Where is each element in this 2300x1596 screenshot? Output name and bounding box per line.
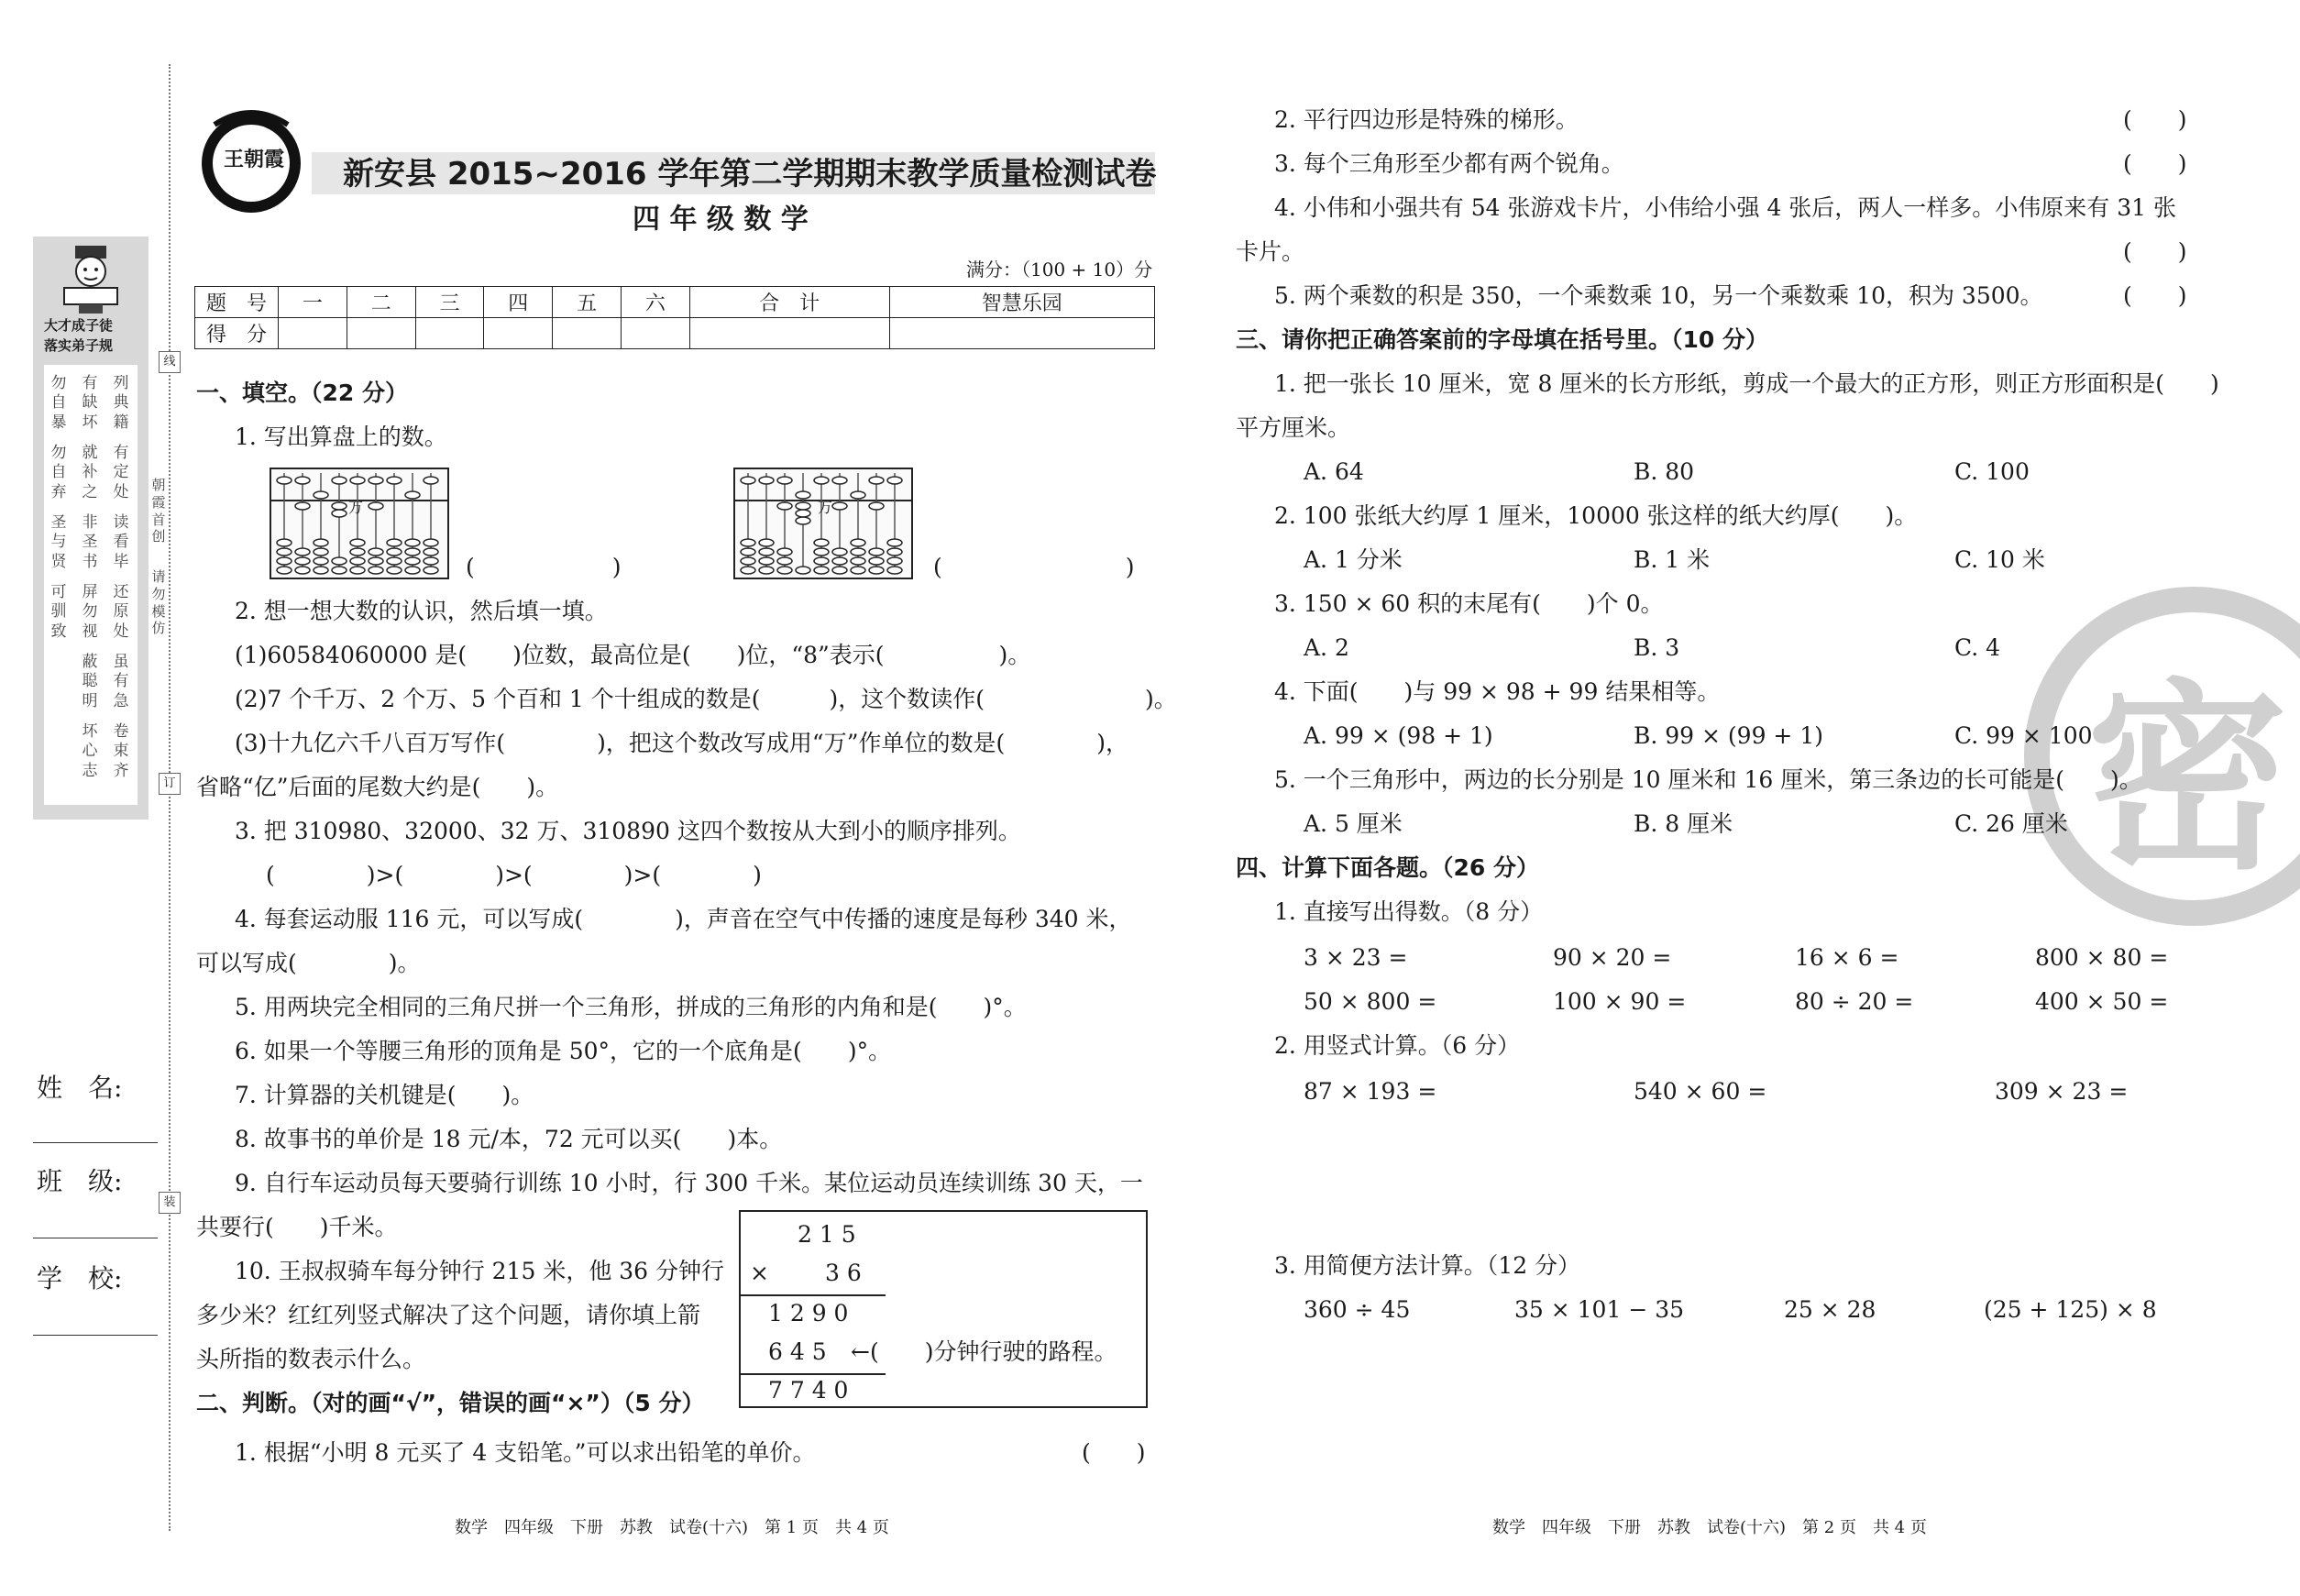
footer-page-2: 数学 四年级 下册 苏教 试卷(十六) 第 2 页 共 4 页 xyxy=(1492,1518,1927,1537)
full-score: 满分：（100 + 10）分 xyxy=(966,259,1153,281)
calc-line-1 xyxy=(741,1294,886,1296)
stamp-text: 密 xyxy=(2086,662,2289,897)
sidebar-motto-1: 大才成子徒 xyxy=(44,317,114,334)
choice-1: 1. 把一张长 10 厘米，宽 8 厘米的长方形纸，剪成一个最大的正方形，则正方形面积是( ) xyxy=(1274,370,2219,397)
question-2: 2. 想一想大数的认识，然后填一填。 xyxy=(235,598,608,624)
judge-4-cont: 卡片。 xyxy=(1236,238,1305,265)
section-3-heading: 三、请你把正确答案前的字母填在括号里。（10 分） xyxy=(1236,326,1768,353)
table-cell: 合 计 xyxy=(689,287,889,318)
section-1-heading: 一、填空。（22 分） xyxy=(196,380,408,406)
choice-1-option-c[interactable]: C. 100 xyxy=(1954,458,2030,485)
score-input[interactable] xyxy=(553,318,622,349)
maxim-col: 蔽聪明 xyxy=(82,653,98,710)
choice-4-option-b[interactable]: B. 99 × (99 + 1) xyxy=(1634,722,1823,749)
binding-text-2: 请勿模仿 xyxy=(151,568,166,637)
table-cell: 一 xyxy=(279,287,347,318)
calc-2-heading: 2. 用竖式计算。（6 分） xyxy=(1274,1032,1521,1059)
question-2-3-cont: 省略“亿”后面的尾数大约是( )。 xyxy=(196,774,559,800)
choice-3: 3. 150 × 60 积的末尾有( )个 0。 xyxy=(1274,590,1664,617)
calc-1-item[interactable]: 50 × 800 = xyxy=(1304,988,1437,1015)
maxim-col: 可驯致 xyxy=(50,583,67,641)
calc-1-item[interactable]: 400 × 50 = xyxy=(2035,988,2169,1015)
choice-2-option-a[interactable]: A. 1 分米 xyxy=(1304,546,1403,573)
question-10-cont-2: 头所指的数表示什么。 xyxy=(196,1346,426,1372)
question-5: 5. 用两块完全相同的三角尺拼一个三角形，拼成的三角形的内角和是( )°。 xyxy=(235,994,1027,1020)
page-title: 新安县 2015~2016 学年第二学期期末教学质量检测试卷 xyxy=(343,156,1157,193)
maxim-col: 屏勿视 xyxy=(82,583,98,641)
logo xyxy=(196,106,306,216)
question-10: 10. 王叔叔骑车每分钟行 215 米，他 36 分钟行 xyxy=(235,1258,725,1284)
sidebar-maxims xyxy=(44,365,138,805)
maxim-col: 还原处 xyxy=(113,583,129,641)
judge-2: 2. 平行四边形是特殊的梯形。 xyxy=(1274,106,1579,133)
calc-times-sign: × xyxy=(750,1260,769,1286)
binding-text-1: 朝霞首创 xyxy=(151,477,166,545)
calc-1-item[interactable]: 800 × 80 = xyxy=(2035,944,2169,971)
score-input[interactable] xyxy=(347,318,415,349)
calc-1-item[interactable]: 100 × 90 = xyxy=(1553,988,1687,1015)
section-2-heading: 二、判断。（对的画“√”，错误的画“×”）（5 分） xyxy=(196,1390,705,1416)
score-input[interactable] xyxy=(484,318,553,349)
table-cell: 六 xyxy=(621,287,689,318)
choice-2-option-c[interactable]: C. 10 米 xyxy=(1954,546,2045,573)
question-8: 8. 故事书的单价是 18 元/本，72 元可以买( )本。 xyxy=(235,1126,783,1152)
score-input[interactable] xyxy=(279,318,347,349)
judge-4: 4. 小伟和小强共有 54 张游戏卡片，小伟给小强 4 张后，两人一样多。小伟原来有 31 张 xyxy=(1274,194,2177,221)
question-3-blanks[interactable]: ( )>( )>( )>( ) xyxy=(266,862,762,888)
maxim-col: 列典籍 xyxy=(113,374,129,432)
maxim-col: 有定处 xyxy=(113,444,129,501)
section-4-heading: 四、计算下面各题。（26 分） xyxy=(1236,854,1539,881)
maxim-col: 虽有急 xyxy=(113,653,129,710)
calc-3-item[interactable]: 35 × 101 − 35 xyxy=(1514,1296,1685,1323)
question-6: 6. 如果一个等腰三角形的顶角是 50°，它的一个底角是( )°。 xyxy=(235,1038,892,1064)
maxim-col: 就补之 xyxy=(82,444,98,501)
calc-1-item[interactable]: 16 × 6 = xyxy=(1795,944,1899,971)
abacus-label: 万 xyxy=(818,499,833,516)
score-input[interactable] xyxy=(621,318,689,349)
choice-1-cont: 平方厘米。 xyxy=(1236,414,1351,441)
question-2-1: (1)60584060000 是( )位数，最高位是( )位，“8”表示( )。 xyxy=(235,642,1031,668)
confidential-stamp xyxy=(2024,587,2300,926)
judge-1-answer[interactable]: ( ) xyxy=(1082,1439,1146,1466)
maxim-col: 圣与贤 xyxy=(50,513,67,571)
choice-5-option-b[interactable]: B. 8 厘米 xyxy=(1634,810,1733,837)
question-2-2: (2)7 个千万、2 个万、5 个百和 1 个十组成的数是( )，这个数读作( )。 xyxy=(235,686,1177,712)
judge-4-answer[interactable]: ( ) xyxy=(2123,238,2187,265)
question-10-cont-1: 多少米？红红列竖式解决了这个问题，请你填上箭 xyxy=(196,1302,701,1328)
table-cell: 四 xyxy=(484,287,553,318)
calc-3-item[interactable]: 360 ÷ 45 xyxy=(1304,1296,1411,1323)
judge-5-answer[interactable]: ( ) xyxy=(2123,282,2187,309)
question-1: 1. 写出算盘上的数。 xyxy=(235,424,447,450)
page-subtitle: 四 年 级 数 学 xyxy=(633,204,809,236)
calc-1-item[interactable]: 80 ÷ 20 = xyxy=(1795,988,1914,1015)
question-4-cont: 可以写成( )。 xyxy=(196,950,421,976)
maxim-col: 有缺坏 xyxy=(82,374,98,432)
calc-row-1: 2 1 5 xyxy=(798,1221,856,1248)
school-line[interactable] xyxy=(33,1335,158,1336)
sidebar-motto-2: 落实弟子规 xyxy=(44,337,114,354)
binding-line xyxy=(169,64,171,1531)
score-table xyxy=(194,286,1155,349)
judge-3: 3. 每个三角形至少都有两个锐角。 xyxy=(1274,150,1624,177)
calc-2-item[interactable]: 309 × 23 = xyxy=(1995,1078,2129,1105)
calc-row-3: 1 2 9 0 xyxy=(768,1300,849,1326)
maxim-col: 卷束齐 xyxy=(113,722,129,780)
maxim-col: 勿自暴 xyxy=(50,374,67,432)
judge-5: 5. 两个乘数的积是 350，一个乘数乘 10，另一个乘数乘 10，积为 3500。 xyxy=(1274,282,2043,309)
maxim-col: 非圣书 xyxy=(82,513,98,571)
school-label: 学 校: xyxy=(37,1263,123,1293)
choice-3-option-c[interactable]: C. 4 xyxy=(1954,634,2001,661)
table-cell: 五 xyxy=(553,287,622,318)
table-cell: 智慧乐园 xyxy=(889,287,1154,318)
calc-3-item[interactable]: (25 + 125) × 8 xyxy=(1984,1296,2157,1323)
choice-5: 5. 一个三角形中，两边的长分别是 10 厘米和 16 厘米，第三条边的长可能是( )。 xyxy=(1274,766,2142,793)
logo-text: 王朝霞 xyxy=(224,149,285,171)
calc-3-heading: 3. 用简便方法计算。（12 分） xyxy=(1274,1252,1581,1279)
question-9: 9. 自行车运动员每天要骑行训练 10 小时，行 300 千米。某位运动员连续训练 30 天，一 xyxy=(235,1170,1143,1196)
calc-2-item[interactable]: 87 × 193 = xyxy=(1304,1078,1437,1105)
choice-4: 4. 下面( )与 99 × 98 + 99 结果相等。 xyxy=(1274,678,1721,705)
calc-line-2 xyxy=(741,1373,886,1375)
binding-mark-3: 装 xyxy=(159,1192,181,1214)
calc-1-heading: 1. 直接写出得数。（8 分） xyxy=(1274,898,1544,925)
calc-row-4: 6 4 5 xyxy=(768,1338,827,1365)
question-9-cont: 共要行( )千米。 xyxy=(196,1214,398,1240)
calc-row-5: 7 7 4 0 xyxy=(768,1377,849,1403)
table-row xyxy=(195,318,1155,349)
table-cell: 二 xyxy=(347,287,415,318)
table-cell: 题 号 xyxy=(195,287,279,318)
binding-mark-2: 订 xyxy=(159,773,181,795)
score-input[interactable] xyxy=(415,318,484,349)
maxim-col: 勿自弃 xyxy=(50,444,67,501)
table-cell: 得 分 xyxy=(195,318,279,349)
abacus-2 xyxy=(733,468,913,579)
score-input[interactable] xyxy=(689,318,889,349)
judge-2-answer[interactable]: ( ) xyxy=(2123,106,2187,133)
calc-1-item[interactable]: 90 × 20 = xyxy=(1553,944,1672,971)
footer-page-1: 数学 四年级 下册 苏教 试卷(十六) 第 1 页 共 4 页 xyxy=(455,1518,889,1537)
choice-1-option-b[interactable]: B. 80 xyxy=(1634,458,1695,485)
choice-3-option-b[interactable]: B. 3 xyxy=(1634,634,1680,661)
cartoon-figure-icon xyxy=(59,244,123,315)
choice-4-option-a[interactable]: A. 99 × (98 + 1) xyxy=(1304,722,1493,749)
binding-mark-1: 线 xyxy=(159,351,181,373)
abacus-2-answer[interactable]: ( ) xyxy=(933,554,1135,580)
choice-5-option-a[interactable]: A. 5 厘米 xyxy=(1304,810,1403,837)
table-cell: 三 xyxy=(415,287,484,318)
calc-2-item[interactable]: 540 × 60 = xyxy=(1634,1078,1767,1105)
question-7: 7. 计算器的关机键是( )。 xyxy=(235,1082,534,1108)
calc-arrow-answer[interactable]: ←( )分钟行驶的路程。 xyxy=(851,1338,1117,1365)
question-4: 4. 每套运动服 116 元，可以写成( )，声音在空气中传播的速度是每秒 340 米， xyxy=(235,906,1132,932)
vertical-calculation-box xyxy=(739,1210,1148,1408)
name-label: 姓 名: xyxy=(37,1073,123,1103)
choice-5-option-c[interactable]: C. 26 厘米 xyxy=(1954,810,2068,837)
maxim-col: 读看毕 xyxy=(113,513,129,571)
abacus-label: 万 xyxy=(348,499,364,516)
choice-1-option-a[interactable]: A. 64 xyxy=(1304,458,1364,485)
abacus-1-answer[interactable]: ( ) xyxy=(466,554,622,580)
score-input[interactable] xyxy=(889,318,1154,349)
choice-4-option-c[interactable]: C. 99 × 100 xyxy=(1954,722,2093,749)
abacus-1 xyxy=(270,468,449,579)
sidebar-panel xyxy=(33,237,149,820)
judge-1: 1. 根据“小明 8 元买了 4 支铅笔。”可以求出铅笔的单价。 xyxy=(235,1439,816,1466)
table-row xyxy=(195,287,1155,318)
question-2-3: (3)十九亿六千八百万写作( )，把这个数改写成用“万”作单位的数是( )， xyxy=(235,730,1128,756)
calc-1-item[interactable]: 3 × 23 = xyxy=(1304,944,1408,971)
choice-2-option-b[interactable]: B. 1 米 xyxy=(1634,546,1711,573)
question-3: 3. 把 310980、32000、32 万、310890 这四个数按从大到小的顺序排列。 xyxy=(235,818,1021,844)
calc-row-2: 3 6 xyxy=(825,1260,862,1286)
judge-3-answer[interactable]: ( ) xyxy=(2123,150,2187,177)
choice-3-option-a[interactable]: A. 2 xyxy=(1304,634,1349,661)
name-line[interactable] xyxy=(33,1142,158,1143)
calc-3-item[interactable]: 25 × 28 xyxy=(1784,1296,1876,1323)
class-label: 班 级: xyxy=(37,1166,123,1196)
choice-2: 2. 100 张纸大约厚 1 厘米，10000 张这样的纸大约厚( )。 xyxy=(1274,502,1918,529)
maxim-col: 坏心志 xyxy=(82,722,98,780)
